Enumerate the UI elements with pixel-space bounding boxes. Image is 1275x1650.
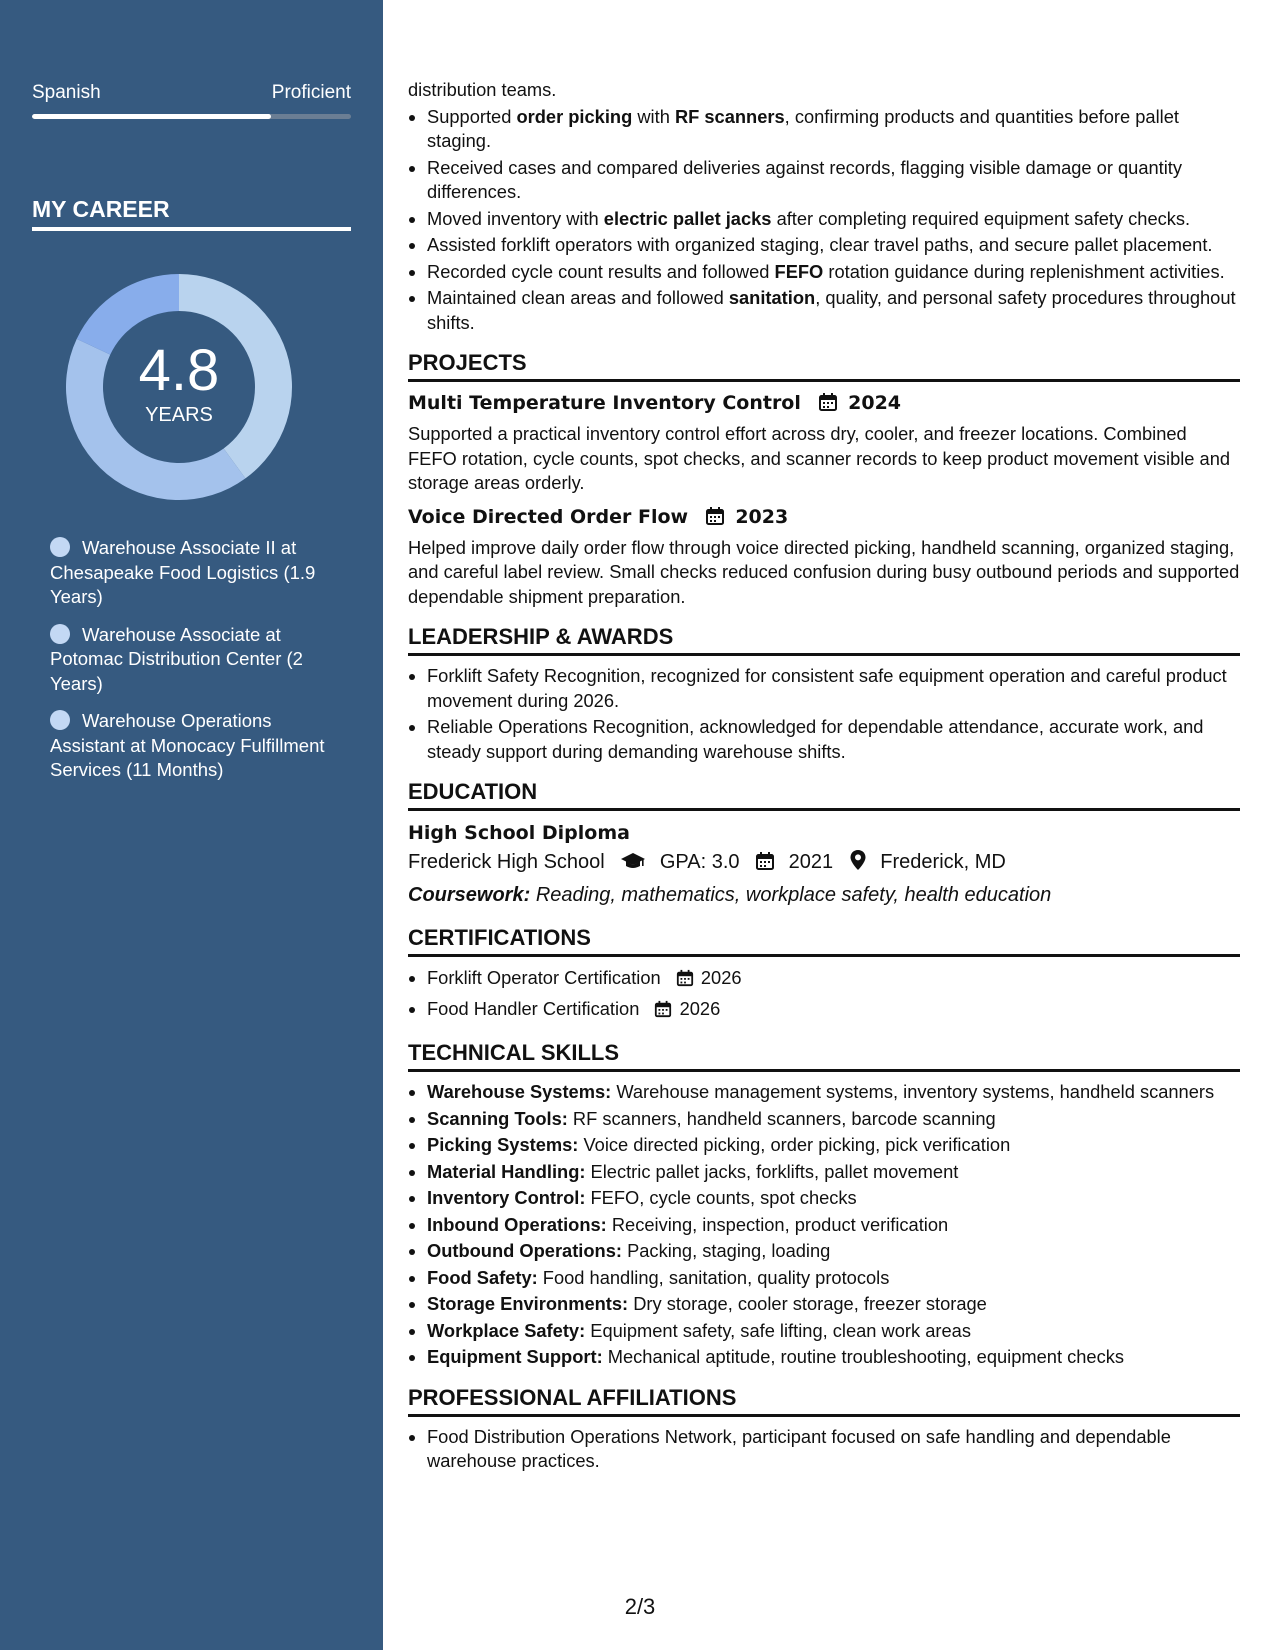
skill-item xyxy=(427,1133,1240,1158)
certification-name: Forklift Operator Certification xyxy=(427,967,661,988)
education-gpa: GPA: 3.0 xyxy=(659,851,740,873)
experience-text: with xyxy=(632,105,675,127)
graduation-cap-icon xyxy=(620,850,646,880)
skill-item xyxy=(427,1213,1240,1238)
total-years-unit: YEARS xyxy=(145,403,213,426)
coursework-label: Coursework: xyxy=(408,884,531,906)
skill-value: Electric pallet jacks, forklifts, pallet movement xyxy=(585,1160,959,1182)
language-proficiency-bar xyxy=(32,114,351,119)
experience-text: Assisted forklift operators with organized staging, clear travel paths, and secure pallet placement. xyxy=(427,234,1213,255)
experience-bullet xyxy=(427,207,1240,232)
experience-bullet xyxy=(427,286,1240,335)
experience-text: , confirming products and quantities before pallet staging. xyxy=(427,105,1179,151)
leadership-item: • Reliable Operations Recognition, acknowledged for dependable attendance, accurate work, and steady support during demanding warehouse shifts. xyxy=(427,715,1240,764)
skill-label: Food Safety: xyxy=(427,1266,538,1288)
skill-label: Scanning Tools: xyxy=(427,1107,568,1129)
affiliation-item: • Food Distribution Operations Network, participant focused on safe handling and dependable warehouse practices. xyxy=(427,1425,1240,1474)
career-item xyxy=(50,536,330,610)
career-item-text: Warehouse Associate at Potomac Distribution Center (2 Years) xyxy=(50,623,303,694)
skill-label: Outbound Operations: xyxy=(427,1240,622,1261)
education-degree: High School Diploma xyxy=(408,822,630,844)
page-number: 2/3 xyxy=(624,1594,656,1619)
career-years-donut xyxy=(66,274,292,500)
skill-label: Inventory Control: xyxy=(427,1187,586,1208)
skills-heading: TECHNICAL SKILLS xyxy=(408,1039,1240,1072)
experience-keyword: FEFO xyxy=(774,260,824,282)
skill-item xyxy=(427,1080,1240,1105)
project-item xyxy=(408,390,1240,496)
experience-text: Moved inventory with xyxy=(427,207,604,229)
skills-list xyxy=(408,1080,1240,1370)
experience-bullet xyxy=(427,105,1240,154)
calendar-icon xyxy=(654,999,672,1025)
experience-bullet-list xyxy=(408,105,1240,336)
language-level: Proficient xyxy=(271,82,351,103)
certification-item xyxy=(427,965,1240,994)
skill-value: FEFO, cycle counts, spot checks xyxy=(585,1187,857,1208)
career-item-text: Warehouse Associate II at Chesapeake Food Logistics (1.9 Years) xyxy=(50,537,316,607)
education-heading: EDUCATION xyxy=(408,778,1240,811)
projects-heading: PROJECTS xyxy=(408,349,1240,382)
skill-label: Workplace Safety: xyxy=(427,1319,586,1341)
leadership-list xyxy=(408,664,1240,764)
experience-keyword: sanitation xyxy=(728,287,816,308)
coursework-text: Reading, mathematics, workplace safety, health education xyxy=(535,884,1052,906)
project-year: 2023 xyxy=(735,505,789,528)
skill-value: Packing, staging, loading xyxy=(621,1240,831,1261)
experience-bullet xyxy=(427,233,1240,258)
project-year: 2024 xyxy=(848,392,902,414)
skill-item xyxy=(427,1266,1240,1291)
language-proficiency-fill xyxy=(32,114,271,119)
leadership-heading: LEADERSHIP & AWARDS xyxy=(408,623,1240,656)
total-years-value: 4.8 xyxy=(138,337,220,403)
education-location: Frederick, MD xyxy=(880,851,1006,873)
career-item xyxy=(50,623,330,697)
experience-keyword: electric pallet jacks xyxy=(603,207,772,229)
skill-label: Storage Environments: xyxy=(427,1293,629,1314)
project-title xyxy=(408,504,1240,533)
project-title xyxy=(408,390,1240,419)
experience-text: after completing required equipment safety checks. xyxy=(771,207,1191,229)
language-row xyxy=(32,82,351,104)
skill-value: Food handling, sanitation, quality protocols xyxy=(537,1266,890,1288)
career-item-text: Warehouse Operations Assistant at Monocacy Fulfillment Services (11 Months) xyxy=(50,710,325,780)
experience-keyword: order picking xyxy=(516,105,633,127)
skill-value: Voice directed picking, order picking, pick verification xyxy=(578,1134,1011,1155)
experience-text: Recorded cycle count results and followed xyxy=(427,260,775,282)
affiliations-list xyxy=(408,1425,1240,1474)
skill-value: Dry storage, cooler storage, freezer storage xyxy=(628,1293,987,1314)
certification-year: 2026 xyxy=(700,967,742,988)
skill-item xyxy=(427,1345,1240,1370)
skill-label: Material Handling: xyxy=(427,1160,586,1182)
project-name: Voice Directed Order Flow xyxy=(408,505,689,528)
career-dot-icon xyxy=(50,624,70,644)
coursework xyxy=(408,880,1240,910)
calendar-icon xyxy=(818,392,838,419)
experience-keyword: RF scanners xyxy=(674,105,785,127)
career-dot-icon xyxy=(50,537,70,557)
skill-value: RF scanners, handheld scanners, barcode scanning xyxy=(567,1107,996,1129)
skill-item xyxy=(427,1239,1240,1264)
language-name: Spanish xyxy=(32,82,101,103)
calendar-icon xyxy=(676,968,694,994)
experience-continued-text: distribution teams. xyxy=(408,79,557,100)
leadership-item: • Forklift Safety Recognition, recognized for consistent safe equipment operation and careful product movement during 2026. xyxy=(427,664,1240,713)
skill-label: Inbound Operations: xyxy=(427,1213,607,1235)
skill-item xyxy=(427,1107,1240,1132)
skill-item xyxy=(427,1319,1240,1344)
education-details xyxy=(408,847,1240,880)
experience-text: rotation guidance during replenishment activities. xyxy=(823,260,1225,282)
affiliations-heading: PROFESSIONAL AFFILIATIONS xyxy=(408,1384,1240,1417)
donut-center xyxy=(66,274,292,500)
certification-name: Food Handler Certification xyxy=(427,998,640,1019)
career-item xyxy=(50,709,330,783)
sidebar xyxy=(0,0,383,1650)
skill-label: Picking Systems: xyxy=(427,1134,579,1155)
skill-item xyxy=(427,1160,1240,1185)
project-description: Helped improve daily order flow through voice directed picking, handheld scanning, organized staging, and careful label review. Small checks reduced confusion during busy outbound periods and supported dependable shipment preparation. xyxy=(408,536,1240,607)
skill-item xyxy=(427,1292,1240,1317)
skill-value: Mechanical aptitude, routine troubleshooting, equipment checks xyxy=(602,1346,1125,1367)
career-list xyxy=(50,536,330,796)
experience-text: Maintained clean areas and followed xyxy=(427,287,729,308)
career-dot-icon xyxy=(50,710,70,730)
skill-value: Receiving, inspection, product verification xyxy=(606,1213,949,1235)
skill-value: Warehouse management systems, inventory systems, handheld scanners xyxy=(611,1081,1215,1102)
certification-item xyxy=(427,996,1240,1025)
skill-label: Equipment Support: xyxy=(427,1346,603,1367)
map-pin-icon xyxy=(849,849,867,880)
experience-text: Received cases and compared deliveries against records, flagging visible damage or quantity differences. xyxy=(427,156,1183,202)
skill-label: Warehouse Systems: xyxy=(427,1081,612,1102)
certifications-list xyxy=(408,965,1240,1025)
school-name: Frederick High School xyxy=(408,851,605,873)
career-heading: MY CAREER xyxy=(32,196,351,231)
skill-value: Equipment safety, safe lifting, clean work areas xyxy=(585,1319,971,1341)
calendar-icon xyxy=(705,506,725,533)
main-content xyxy=(408,78,1240,1476)
project-item xyxy=(408,504,1240,610)
certification-year: 2026 xyxy=(679,998,721,1019)
skill-item xyxy=(427,1186,1240,1211)
certifications-heading: CERTIFICATIONS xyxy=(408,924,1240,957)
education-year: 2021 xyxy=(788,851,834,873)
experience-text: Supported xyxy=(427,105,517,127)
experience-text: , quality, and personal safety procedures throughout shifts. xyxy=(427,287,1236,333)
calendar-icon xyxy=(755,850,775,880)
experience-bullet xyxy=(427,156,1240,205)
project-name: Multi Temperature Inventory Control xyxy=(408,392,801,414)
project-description: Supported a practical inventory control effort across dry, cooler, and freezer locations. Combined FEFO rotation, cycle counts, spot checks, and scanner records to keep product movement visible and storage areas orderly. xyxy=(408,423,1231,493)
experience-bullet xyxy=(427,260,1240,285)
